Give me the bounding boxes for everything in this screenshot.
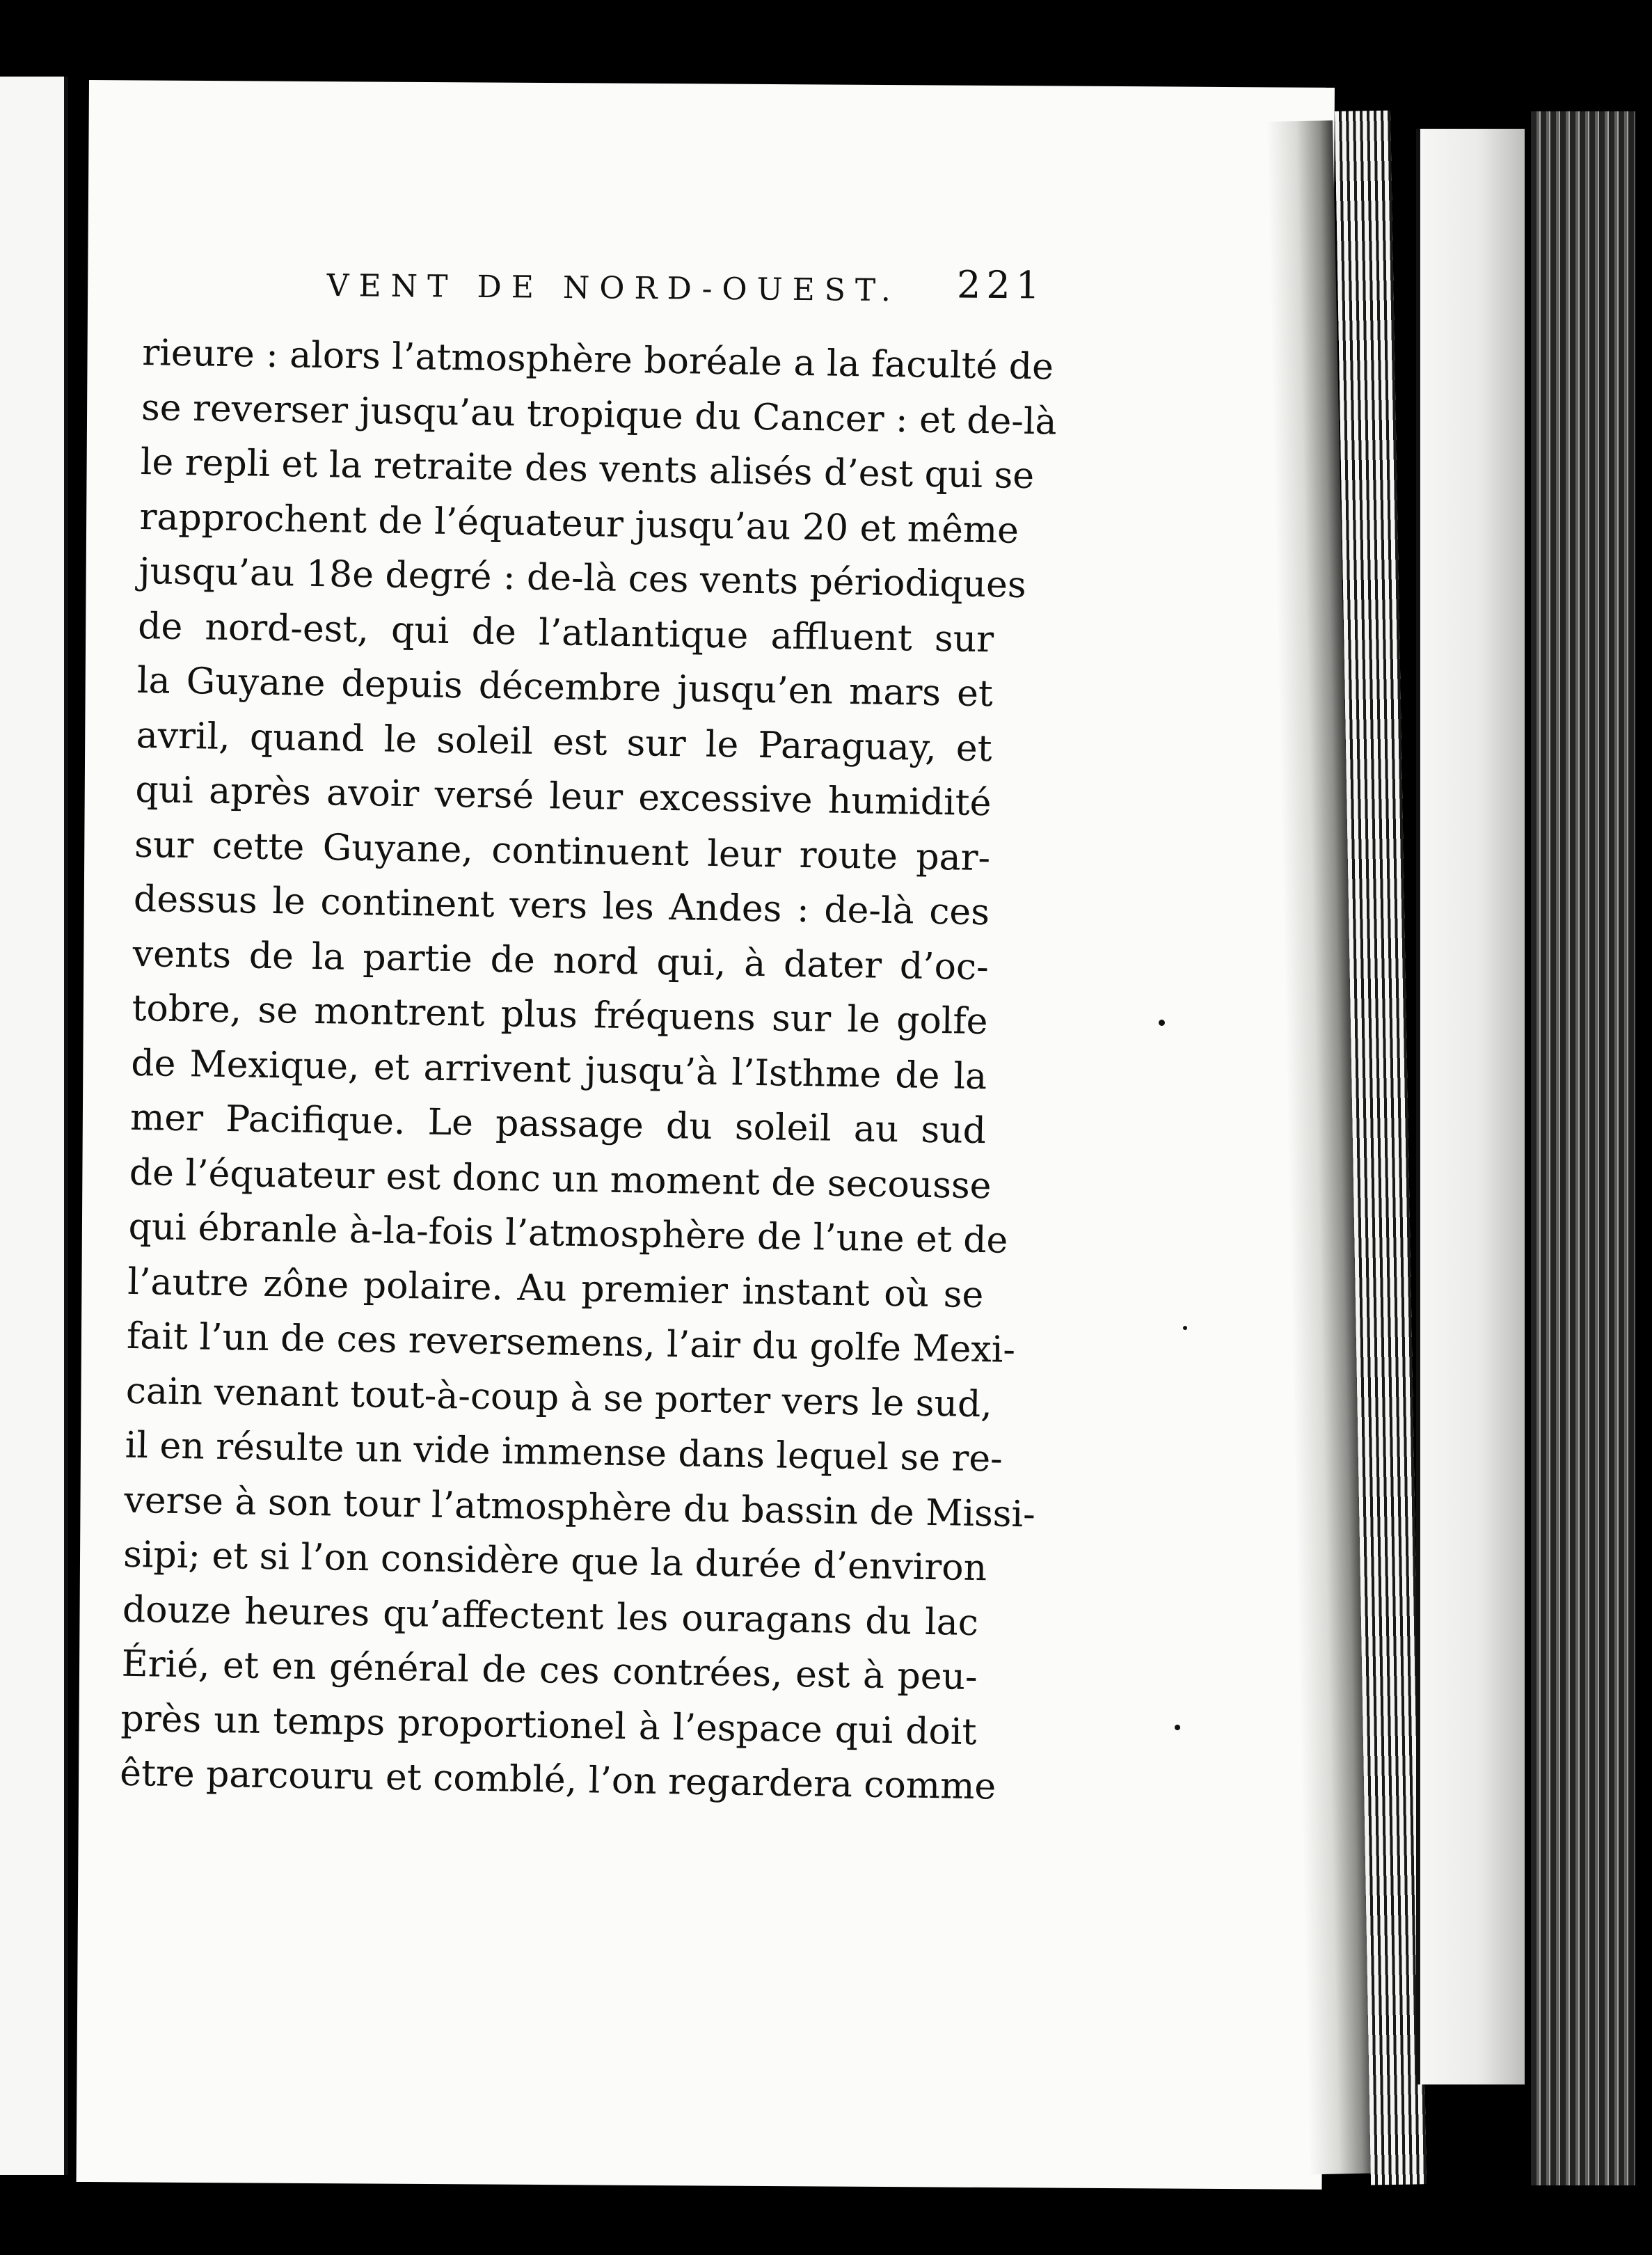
text-line: il en résulte un vide immense dans lequel se re- [125, 1424, 1003, 1480]
text-line: mer Pacifique. Le passage du soleil au sud [129, 1096, 987, 1153]
text-line: l’autre zône polaire. Au premier instant où se [127, 1260, 984, 1316]
text-line: sipi; et si l’on considère que la durée d’environ [122, 1533, 987, 1590]
ink-speck [1175, 1725, 1180, 1730]
ink-speck [1159, 1020, 1165, 1026]
page-stack-edge [1531, 111, 1635, 2185]
text-line: verse à son tour l’atmosphère du bassin de Missi- [124, 1479, 1036, 1535]
text-line: se reverser jusqu’au tropique du Cancer : et de-là [141, 386, 1058, 443]
body-text [119, 326, 1058, 1815]
text-line: qui ébranle à-la-fois l’atmosphère de l’une et de [128, 1205, 1008, 1262]
text-line: vents de la partie de nord qui, à dater d’oc- [132, 933, 990, 988]
text-line: tobre, se montrent plus fréquens sur le golfe [132, 987, 988, 1043]
page-number: 221 [956, 262, 1046, 308]
text-line: rieure : alors l’atmosphère boréale a la faculté de [141, 331, 1054, 388]
text-line: la Guyane depuis décembre jusqu’en mars et [136, 659, 994, 715]
running-head: VENT DE NORD-OUEST. [326, 268, 901, 309]
text-line: douze heures qu’affectent les ouragans du lac [122, 1588, 979, 1644]
text-line: le repli et la retraite des vents alisés d’est qui se [140, 441, 1035, 498]
text-line: dessus le continent vers les Andes : de-là ces [133, 878, 990, 934]
text-line: cain venant tout-à-coup à se porter vers le sud, [125, 1370, 993, 1425]
text-line: Érié, et en général de ces contrées, est à peu- [121, 1643, 978, 1699]
text-line: rapprochent de l’équateur jusqu’au 20 et même [139, 496, 1019, 552]
text-line: être parcouru et comblé, l’on regardera comme [119, 1752, 996, 1808]
ink-speck [1183, 1326, 1187, 1330]
text-line: qui après avoir versé leur excessive humidité [135, 768, 992, 825]
text-line: fait l’un de ces reversemens, l’air du golfe Mexi- [126, 1315, 1016, 1371]
text-line: avril, quand le soleil est sur le Paraguay, et [136, 714, 993, 770]
text-line: jusqu’au 18e degré : de-là ces vents périodiques [138, 550, 1027, 606]
text-line: près un temps proportionel à l’espace qui doit [120, 1698, 977, 1753]
text-line: de Mexique, et arrivent jusqu’à l’Isthme de la [130, 1042, 987, 1098]
next-page-edge [1416, 129, 1525, 2084]
text-line: de nord-est, qui de l’atlantique affluent sur [137, 605, 994, 660]
previous-page-edge [0, 77, 68, 2175]
text-line: sur cette Guyane, continuent leur route par- [134, 823, 991, 879]
text-line: de l’équateur est donc un moment de secousse [129, 1151, 992, 1207]
